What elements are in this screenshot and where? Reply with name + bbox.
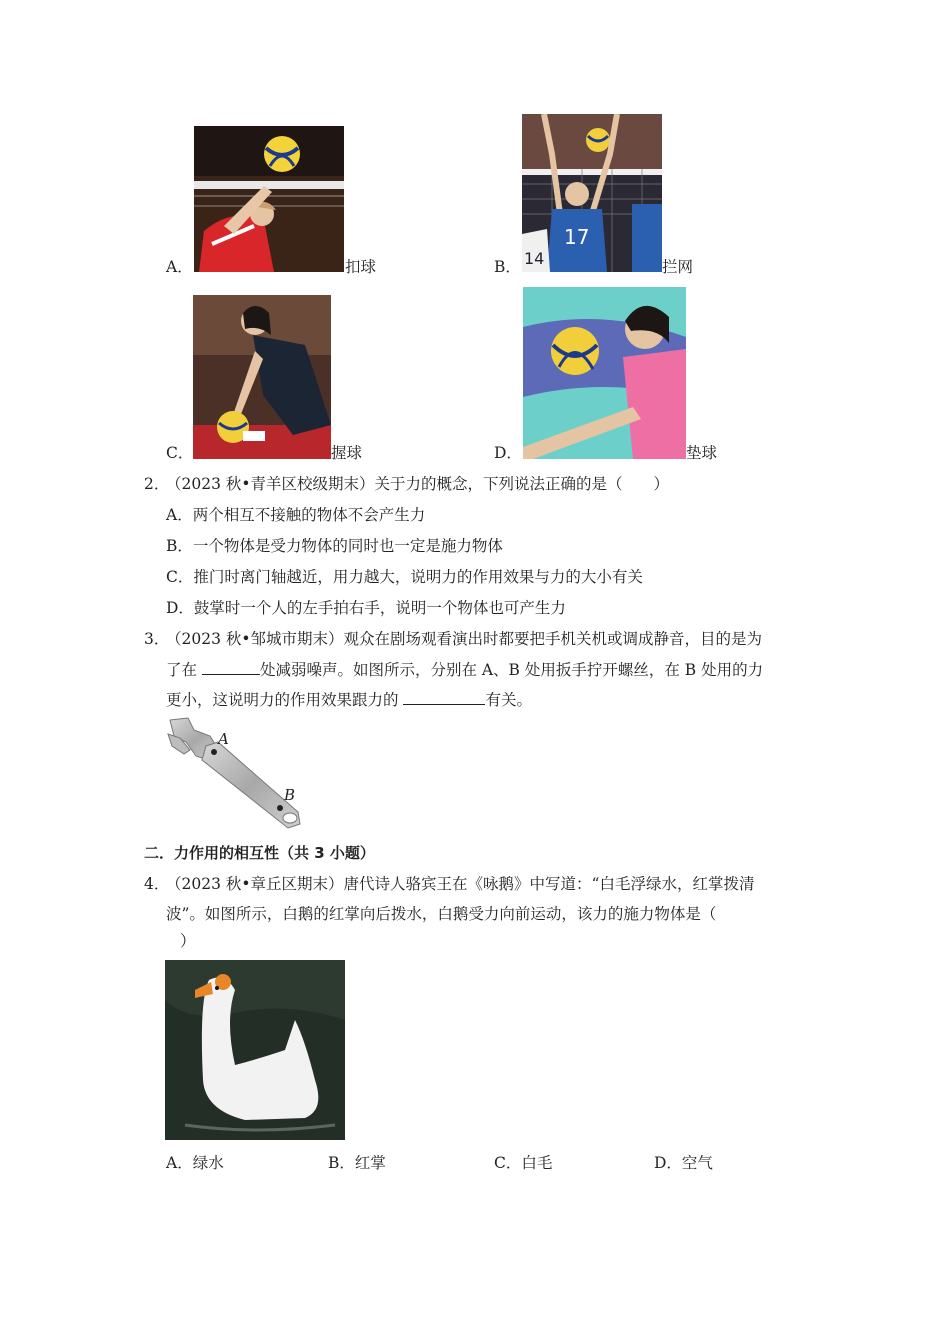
option-letter: A． [166,258,193,276]
option-caption: 握球 [331,444,363,462]
wrench-label-b: B [284,786,296,804]
answer-blank[interactable] [403,688,485,705]
stem-text: 有关。 [485,691,532,709]
wrench-figure [166,716,306,832]
option-caption: 垫球 [686,444,718,462]
option-d: D．空气 [654,1154,713,1172]
question-stem: （2023 秋•章丘区期末）唐代诗人骆宾王在《咏鹅》中写道：“白毛浮绿水，红掌拨清 [166,875,755,893]
option-b: B．一个物体是受力物体的同时也一定是施力物体 [166,537,503,555]
question-stem: （2023 秋•青羊区校级期末）关于力的概念，下列说法正确的是（ ） [166,475,670,493]
option-c: C．白毛 [494,1154,553,1172]
question-stem-line3: ） [180,932,196,950]
volleyball-spike-photo [194,126,344,272]
svg-text:17: 17 [564,225,590,249]
stem-text: 了在 [166,661,202,679]
option-c: C．推门时离门轴越近，用力越大，说明力的作用效果与力的大小有关 [166,568,643,586]
option-letter: D． [494,444,522,462]
question-number: 2． [144,475,170,493]
stem-text: 更小，这说明力的作用效果跟力的 [166,691,404,709]
wrench-label-a: A [218,730,229,748]
option-letter: C． [166,444,194,462]
option-a: A．绿水 [166,1154,224,1172]
volleyball-block-photo [522,114,662,272]
svg-text:14: 14 [524,249,545,268]
stem-text: 处减弱噪声。如图所示，分别在 A、B 处用扳手拧开螺丝，在 B 处用的力 [259,661,764,679]
white-goose-photo [165,960,345,1140]
question-stem: （2023 秋•邹城市期末）观众在剧场观看演出时都要把手机关机或调成静音，目的是为 [166,630,763,648]
option-d: D．鼓掌时一个人的左手拍右手，说明一个物体也可产生力 [166,599,566,617]
volleyball-hold-photo [193,295,331,459]
option-caption: 拦网 [662,258,694,276]
question-number: 3． [144,630,170,648]
question-number: 4． [144,875,170,893]
option-caption: 扣球 [345,258,377,276]
option-letter: B． [494,258,521,276]
option-b: B．红掌 [328,1154,386,1172]
question-stem-line3 [166,688,532,711]
section-heading: 二．力作用的相互性（共 3 小题） [144,844,375,862]
question-stem-line2: 波”。如图所示，白鹅的红掌向后拨水，白鹅受力向前运动，该力的施力物体是（ [166,905,717,923]
volleyball-dig-photo [523,287,686,459]
answer-blank[interactable] [202,658,260,675]
question-stem-line2 [166,658,763,681]
option-a: A．两个相互不接触的物体不会产生力 [166,506,426,524]
